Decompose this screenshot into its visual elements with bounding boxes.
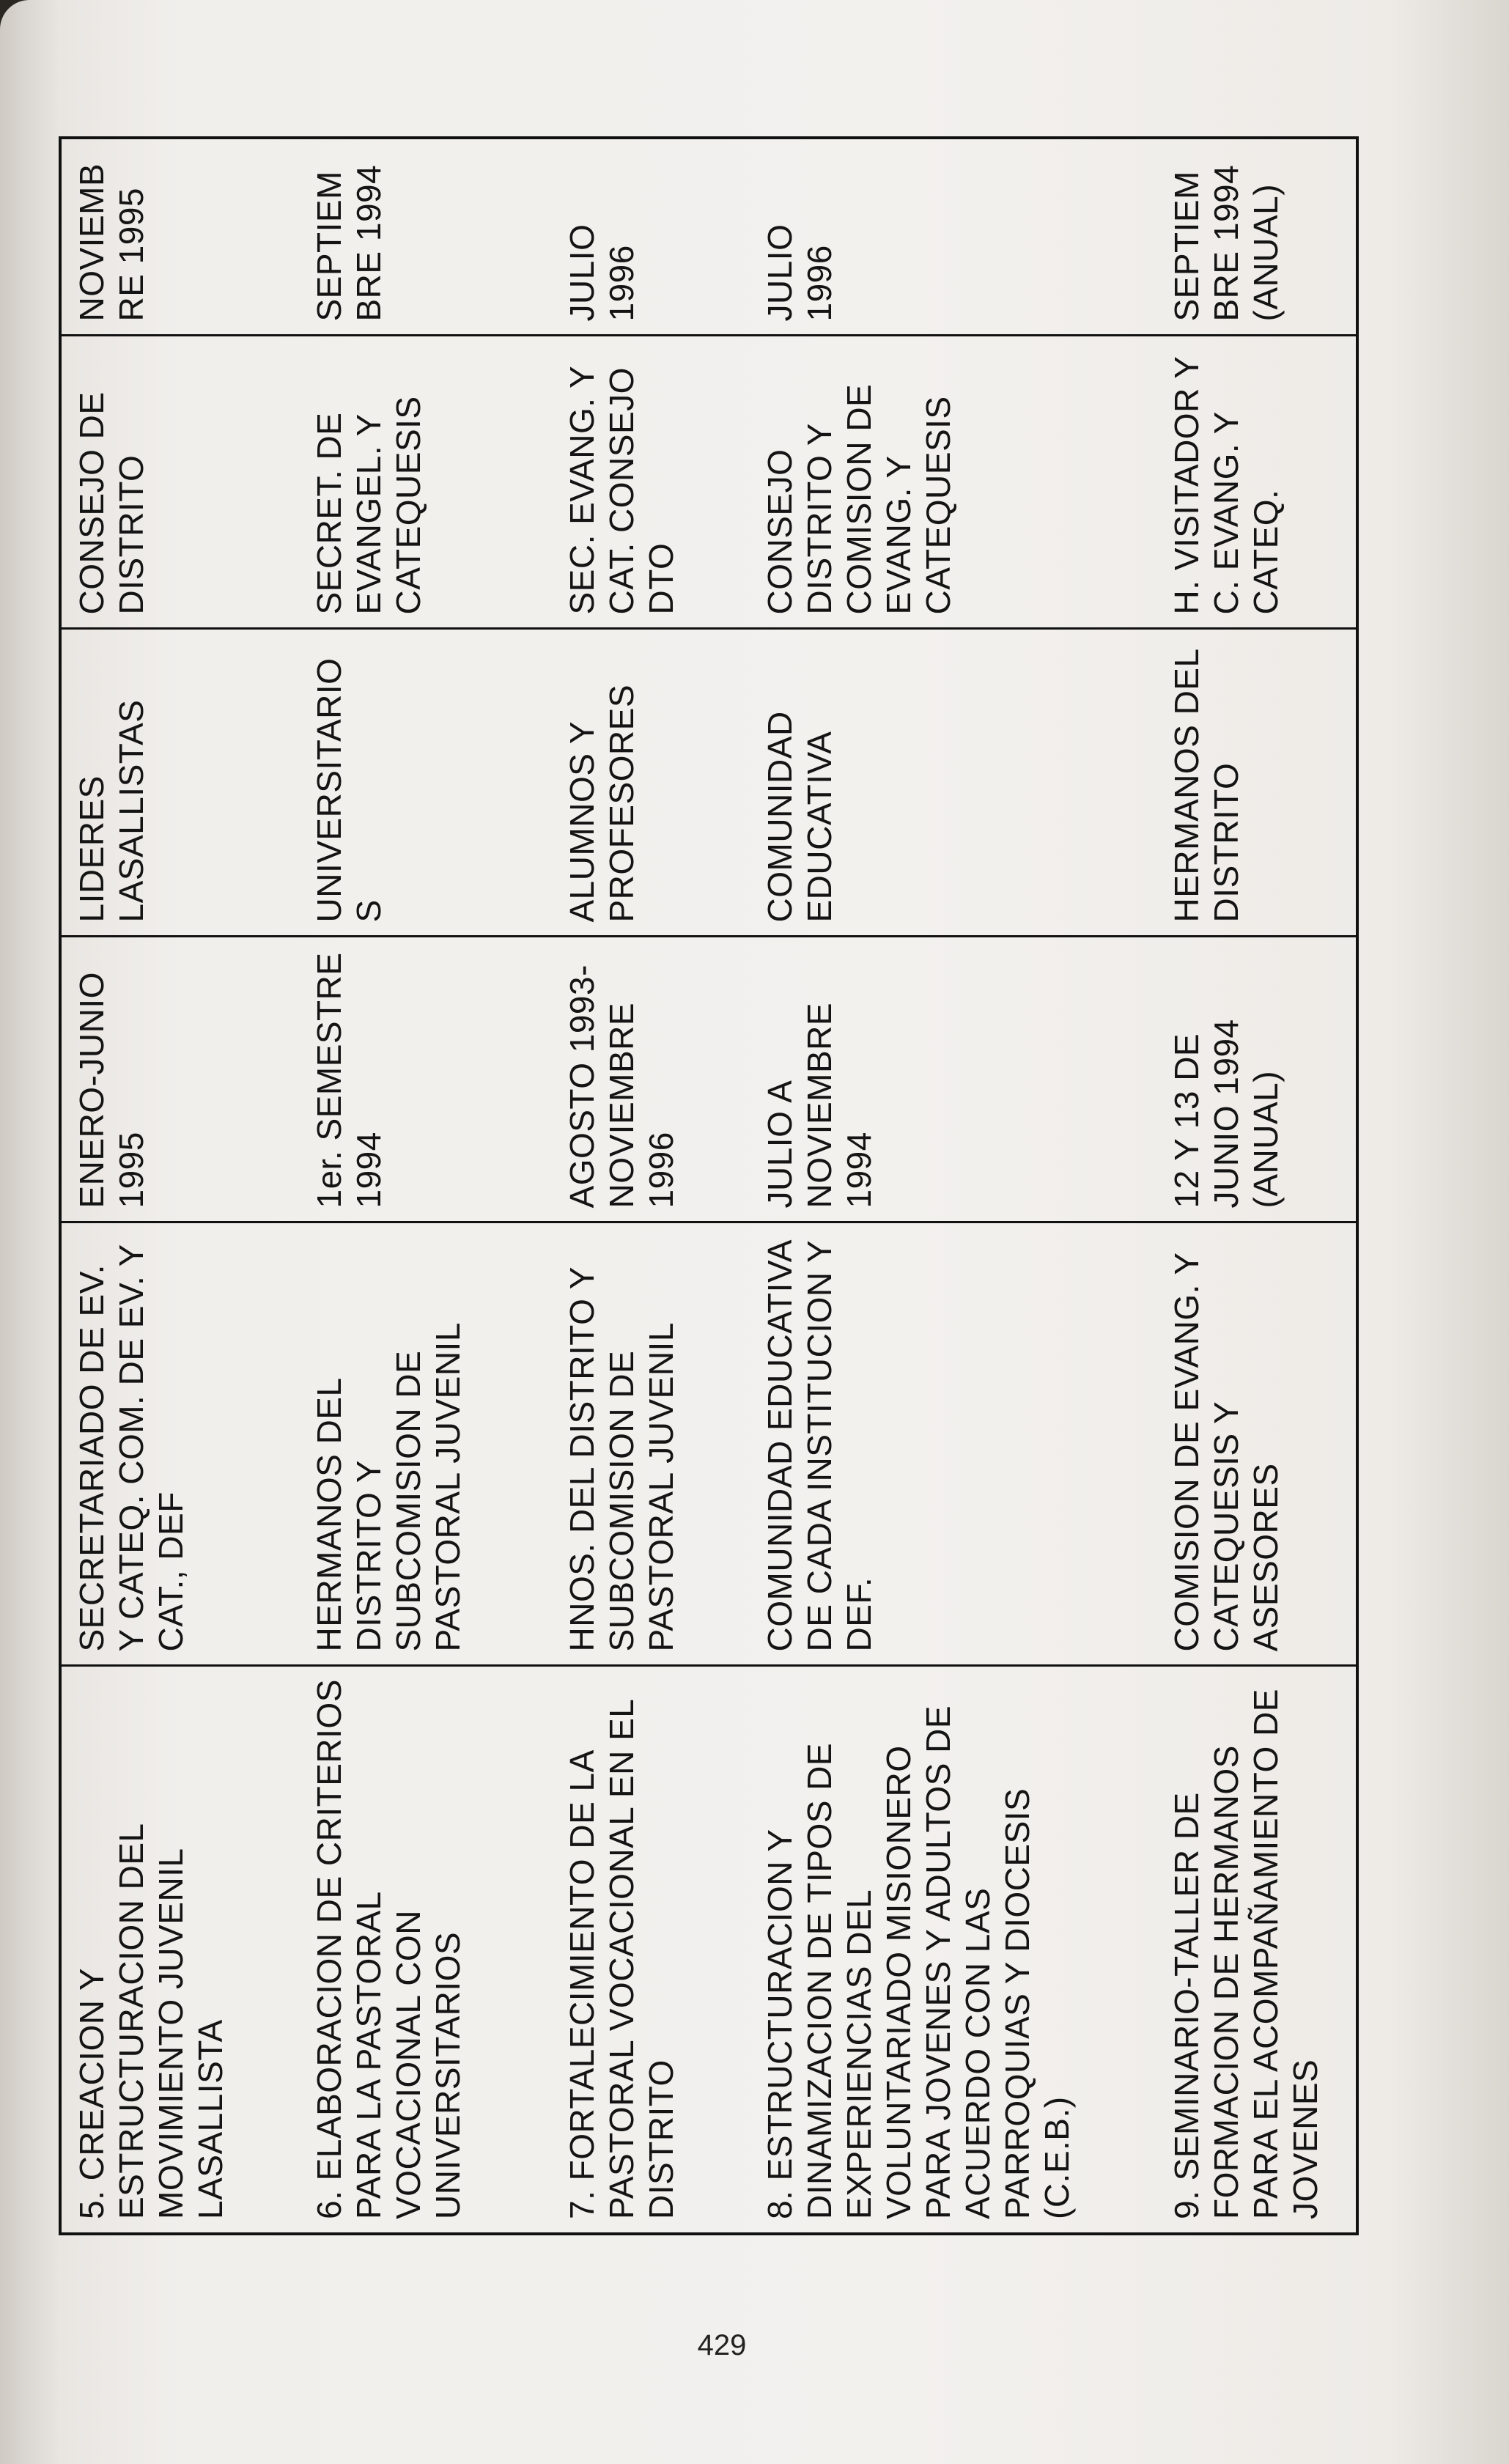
- cell-objetivo: 7. FORTALECIMIENTO DE LA PASTORAL VOCACIONAL EN EL DISTRITO: [555, 1666, 753, 2234]
- cell-destinatarios: HERMANOS DEL DISTRITO: [1159, 629, 1357, 937]
- table-row: [302, 138, 555, 2234]
- cell-evaluacion: JULIO 1996: [753, 138, 1159, 336]
- plan-table: [59, 136, 1359, 2235]
- cell-fecha: AGOSTO 1993-NOVIEMBRE 1996: [555, 937, 753, 1222]
- cell-responsables: COMUNIDAD EDUCATIVA DE CADA INSTITUCION Y DEF.: [753, 1222, 1159, 1666]
- cell-coordina: CONSEJO DE DISTRITO: [60, 336, 302, 629]
- cell-fecha: ENERO-JUNIO 1995: [60, 937, 302, 1222]
- table-row: [753, 138, 1159, 2234]
- cell-fecha: 1er. SEMESTRE 1994: [302, 937, 555, 1222]
- cell-fecha: 12 Y 13 DE JUNIO 1994 (ANUAL): [1159, 937, 1357, 1222]
- cell-objetivo: 8. ESTRUCTURACION Y DINAMIZACION DE TIPOS DE EXPERIENCIAS DEL VOLUNTARIADO MISIONERO PARA JOVENES Y ADULTOS DE ACUERDO CON LAS PARROQUIAS Y DIOCESIS (C.E.B.): [753, 1666, 1159, 2234]
- table-row: [1159, 138, 1357, 2234]
- page-number: 429: [697, 2329, 747, 2361]
- cell-coordina: SEC. EVANG. Y CAT. CONSEJO DTO: [555, 336, 753, 629]
- cell-evaluacion: NOVIEMBRE 1995: [60, 138, 302, 336]
- cell-destinatarios: COMUNIDAD EDUCATIVA: [753, 629, 1159, 937]
- cell-responsables: HNOS. DEL DISTRITO Y SUBCOMISION DE PASTORAL JUVENIL: [555, 1222, 753, 1666]
- cell-evaluacion: JULIO 1996: [555, 138, 753, 336]
- cell-responsables: COMISION DE EVANG. Y CATEQUESIS Y ASESORES: [1159, 1222, 1357, 1666]
- cell-fecha: JULIO A NOVIEMBRE 1994: [753, 937, 1159, 1222]
- cell-coordina: SECRET. DE EVANGEL. Y CATEQUESIS: [302, 336, 555, 629]
- cell-destinatarios: LIDERES LASALLISTAS: [60, 629, 302, 937]
- cell-evaluacion: SEPTIEMBRE 1994: [302, 138, 555, 336]
- cell-destinatarios: UNIVERSITARIOS: [302, 629, 555, 937]
- cell-coordina: CONSEJO DISTRITO Y COMISION DE EVANG. Y CATEQUESIS: [753, 336, 1159, 629]
- cell-responsables: HERMANOS DEL DISTRITO Y SUBCOMISION DE PASTORAL JUVENIL: [302, 1222, 555, 1666]
- cell-evaluacion: SEPTIEMBRE 1994 (ANUAL): [1159, 138, 1357, 336]
- table-row: [555, 138, 753, 2234]
- cell-objetivo: 9. SEMINARIO-TALLER DE FORMACION DE HERMANOS PARA EL ACOMPAÑAMIENTO DE JOVENES: [1159, 1666, 1357, 2234]
- cell-coordina: H. VISITADOR Y C. EVANG. Y CATEQ.: [1159, 336, 1357, 629]
- table-row: [60, 138, 302, 2234]
- cell-responsables: SECRETARIADO DE EV. Y CATEQ. COM. DE EV. Y CAT., DEF: [60, 1222, 302, 1666]
- rotated-table-wrapper: [59, 139, 1356, 2235]
- cell-objetivo: 5. CREACION Y ESTRUCTURACION DEL MOVIMIENTO JUVENIL LASALLISTA: [60, 1666, 302, 2234]
- cell-destinatarios: ALUMNOS Y PROFESORES: [555, 629, 753, 937]
- cell-objetivo: 6. ELABORACION DE CRITERIOS PARA LA PASTORAL VOCACIONAL CON UNIVERSITARIOS: [302, 1666, 555, 2234]
